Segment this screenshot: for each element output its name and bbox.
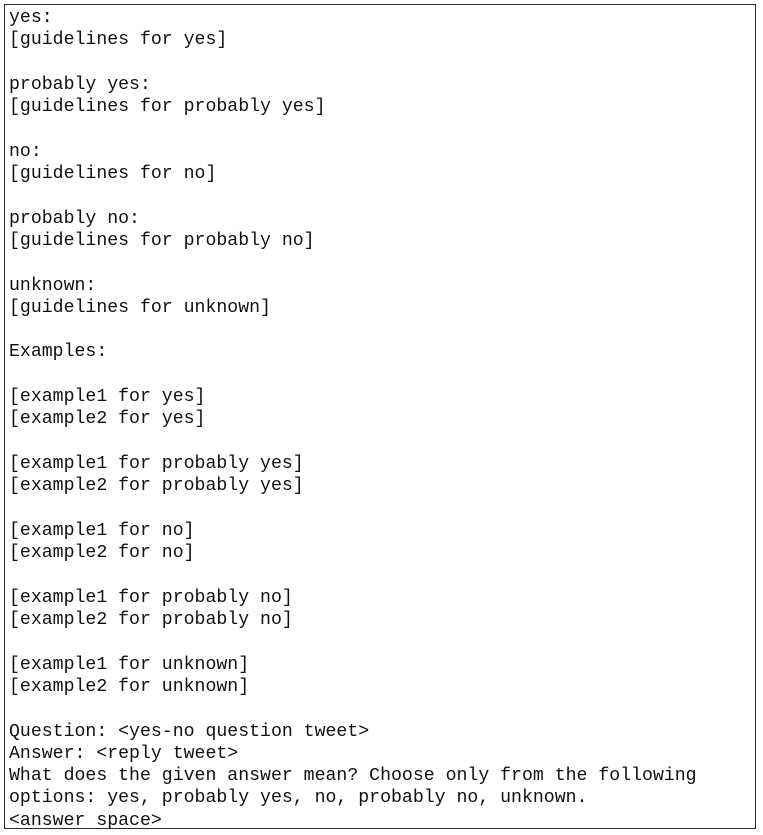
category-label-probably-yes: probably yes: bbox=[9, 74, 151, 95]
blank-line bbox=[9, 252, 697, 274]
examples-heading: Examples: bbox=[9, 342, 108, 363]
category-label-no: no: bbox=[9, 141, 42, 162]
prompt-text bbox=[9, 7, 697, 832]
question-line: Question: <yes-no question tweet> bbox=[9, 721, 370, 742]
blank-line bbox=[9, 431, 697, 453]
example-probably-yes-2: [example2 for probably yes] bbox=[9, 476, 304, 497]
blank-line bbox=[9, 185, 697, 207]
example-no-1: [example1 for no] bbox=[9, 520, 195, 541]
blank-line bbox=[9, 498, 697, 520]
blank-line bbox=[9, 564, 697, 586]
category-guideline-probably-no: [guidelines for probably no] bbox=[9, 230, 315, 251]
example-probably-yes-1: [example1 for probably yes] bbox=[9, 453, 304, 474]
answer-space: <answer space> bbox=[9, 810, 162, 831]
category-guideline-yes: [guidelines for yes] bbox=[9, 30, 228, 51]
prompt-template-box bbox=[4, 4, 756, 829]
category-guideline-no: [guidelines for no] bbox=[9, 164, 217, 185]
instruction-line-1: What does the given answer mean? Choose only from the following bbox=[9, 766, 697, 787]
example-unknown-1: [example1 for unknown] bbox=[9, 654, 250, 675]
category-label-probably-no: probably no: bbox=[9, 208, 140, 229]
blank-line bbox=[9, 698, 697, 720]
category-guideline-unknown: [guidelines for unknown] bbox=[9, 297, 271, 318]
example-probably-no-1: [example1 for probably no] bbox=[9, 587, 293, 608]
category-label-yes: yes: bbox=[9, 8, 53, 28]
blank-line bbox=[9, 631, 697, 653]
example-probably-no-2: [example2 for probably no] bbox=[9, 610, 293, 631]
answer-line: Answer: <reply tweet> bbox=[9, 743, 239, 764]
instruction-line-2: options: yes, probably yes, no, probably no, unknown. bbox=[9, 788, 588, 809]
example-unknown-2: [example2 for unknown] bbox=[9, 676, 250, 697]
blank-line bbox=[9, 364, 697, 386]
example-yes-1: [example1 for yes] bbox=[9, 387, 206, 408]
blank-line bbox=[9, 118, 697, 140]
category-guideline-probably-yes: [guidelines for probably yes] bbox=[9, 97, 326, 118]
example-yes-2: [example2 for yes] bbox=[9, 409, 206, 430]
example-no-2: [example2 for no] bbox=[9, 543, 195, 564]
blank-line bbox=[9, 319, 697, 341]
category-label-unknown: unknown: bbox=[9, 275, 97, 296]
blank-line bbox=[9, 52, 697, 74]
